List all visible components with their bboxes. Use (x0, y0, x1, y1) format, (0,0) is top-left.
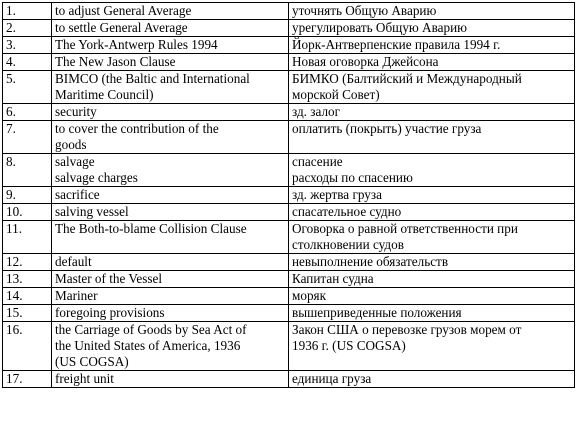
english-term-cell (52, 154, 289, 187)
russian-translation-cell (289, 71, 575, 104)
russian-translation-line: Закон США о перевозке грузов морем от (292, 322, 522, 337)
russian-translation-line: моряк (292, 288, 327, 303)
english-term-cell (52, 371, 289, 388)
russian-translation-cell (289, 121, 575, 154)
russian-translation-cell (289, 104, 575, 121)
english-term-cell (52, 71, 289, 104)
english-term-line: default (55, 254, 92, 269)
table-row (3, 104, 575, 121)
glossary-table-body (3, 3, 575, 388)
russian-translation-line: Капитан судна (292, 271, 374, 286)
russian-translation-line: единица груза (292, 371, 372, 386)
russian-translation-line: БИМКО (Балтийский и Международный (292, 71, 522, 86)
russian-translation-line: урегулировать Общую Аварию (292, 20, 467, 35)
table-row (3, 154, 575, 187)
english-term-line: Maritime Council) (55, 87, 154, 102)
russian-translation-line: морской Совет) (292, 87, 380, 102)
english-term-line: security (55, 104, 97, 119)
english-term-line: Master of the Vessel (55, 271, 163, 286)
russian-translation-line: 1936 г. (US COGSA) (292, 338, 406, 353)
russian-translation-cell (289, 187, 575, 204)
row-number-cell: 5. (3, 71, 52, 104)
english-term-cell (52, 187, 289, 204)
russian-translation-line: оплатить (покрыть) участие груза (292, 121, 482, 136)
row-number-cell: 10. (3, 204, 52, 221)
english-term-cell (52, 3, 289, 20)
russian-translation-line: Йорк-Антверпенские правила 1994 г. (292, 37, 501, 52)
russian-translation-cell (289, 371, 575, 388)
row-number-cell: 17. (3, 371, 52, 388)
row-number-cell: 9. (3, 187, 52, 204)
russian-translation-cell (289, 288, 575, 305)
table-row (3, 20, 575, 37)
row-number-cell: 14. (3, 288, 52, 305)
table-row (3, 288, 575, 305)
row-number-cell: 1. (3, 3, 52, 20)
english-term-line: to adjust General Average (55, 3, 192, 18)
russian-translation-line: уточнять Общую Аварию (292, 3, 437, 18)
english-term-cell (52, 221, 289, 254)
english-term-line: to settle General Average (55, 20, 188, 35)
russian-translation-line: Новая оговорка Джейсона (292, 54, 439, 69)
english-term-line: salvage charges (55, 170, 138, 185)
table-row (3, 204, 575, 221)
russian-translation-line: вышеприведенные положения (292, 305, 462, 320)
english-term-line: foregoing provisions (55, 305, 165, 320)
russian-translation-line: спасение (292, 154, 343, 169)
english-term-line: The Both-to-blame Collision Clause (55, 221, 247, 236)
english-term-cell (52, 121, 289, 154)
english-term-cell (52, 271, 289, 288)
english-term-cell (52, 204, 289, 221)
russian-translation-line: невыполнение обязательств (292, 254, 449, 269)
row-number-cell: 2. (3, 20, 52, 37)
english-term-line: The New Jason Clause (55, 54, 176, 69)
row-number-cell: 6. (3, 104, 52, 121)
russian-translation-cell (289, 204, 575, 221)
english-term-cell (52, 104, 289, 121)
row-number-cell: 8. (3, 154, 52, 187)
row-number-cell: 3. (3, 37, 52, 54)
english-term-line: to cover the contribution of the (55, 121, 219, 136)
russian-translation-cell (289, 37, 575, 54)
russian-translation-cell (289, 254, 575, 271)
table-row (3, 3, 575, 20)
russian-translation-cell (289, 322, 575, 371)
table-row (3, 121, 575, 154)
english-term-line: freight unit (55, 371, 114, 386)
english-term-line: the United States of America, 1936 (55, 338, 241, 353)
table-row (3, 254, 575, 271)
russian-translation-line: зд. жертва груза (292, 187, 382, 202)
table-row (3, 37, 575, 54)
table-row (3, 371, 575, 388)
russian-translation-cell (289, 305, 575, 322)
table-row (3, 322, 575, 371)
english-term-line: sacrifice (55, 187, 100, 202)
table-row (3, 305, 575, 322)
russian-translation-line: расходы по спасению (292, 170, 413, 185)
english-term-cell (52, 322, 289, 371)
russian-translation-line: зд. залог (292, 104, 341, 119)
row-number-cell: 4. (3, 54, 52, 71)
row-number-cell: 12. (3, 254, 52, 271)
russian-translation-line: столкновении судов (292, 237, 404, 252)
english-term-cell (52, 37, 289, 54)
english-term-line: The York-Antwerp Rules 1994 (55, 37, 218, 52)
russian-translation-cell (289, 271, 575, 288)
english-term-line: salving vessel (55, 204, 129, 219)
english-term-line: goods (55, 137, 87, 152)
table-row (3, 221, 575, 254)
table-row (3, 271, 575, 288)
row-number-cell: 16. (3, 322, 52, 371)
row-number-cell: 7. (3, 121, 52, 154)
english-term-line: BIMCO (the Baltic and International (55, 71, 250, 86)
english-term-line: Mariner (55, 288, 98, 303)
english-term-cell (52, 20, 289, 37)
table-row (3, 54, 575, 71)
english-term-cell (52, 254, 289, 271)
english-term-line: salvage (55, 154, 95, 169)
table-row (3, 187, 575, 204)
english-term-line: (US COGSA) (55, 354, 129, 369)
english-term-cell (52, 305, 289, 322)
russian-translation-line: Оговорка о равной ответственности при (292, 221, 518, 236)
row-number-cell: 13. (3, 271, 52, 288)
table-row (3, 71, 575, 104)
russian-translation-cell (289, 221, 575, 254)
russian-translation-cell (289, 20, 575, 37)
russian-translation-cell (289, 54, 575, 71)
english-term-cell (52, 288, 289, 305)
russian-translation-cell (289, 154, 575, 187)
russian-translation-cell (289, 3, 575, 20)
russian-translation-line: спасательное судно (292, 204, 402, 219)
english-term-line: the Carriage of Goods by Sea Act of (55, 322, 247, 337)
glossary-table (2, 2, 575, 388)
row-number-cell: 15. (3, 305, 52, 322)
row-number-cell: 11. (3, 221, 52, 254)
english-term-cell (52, 54, 289, 71)
